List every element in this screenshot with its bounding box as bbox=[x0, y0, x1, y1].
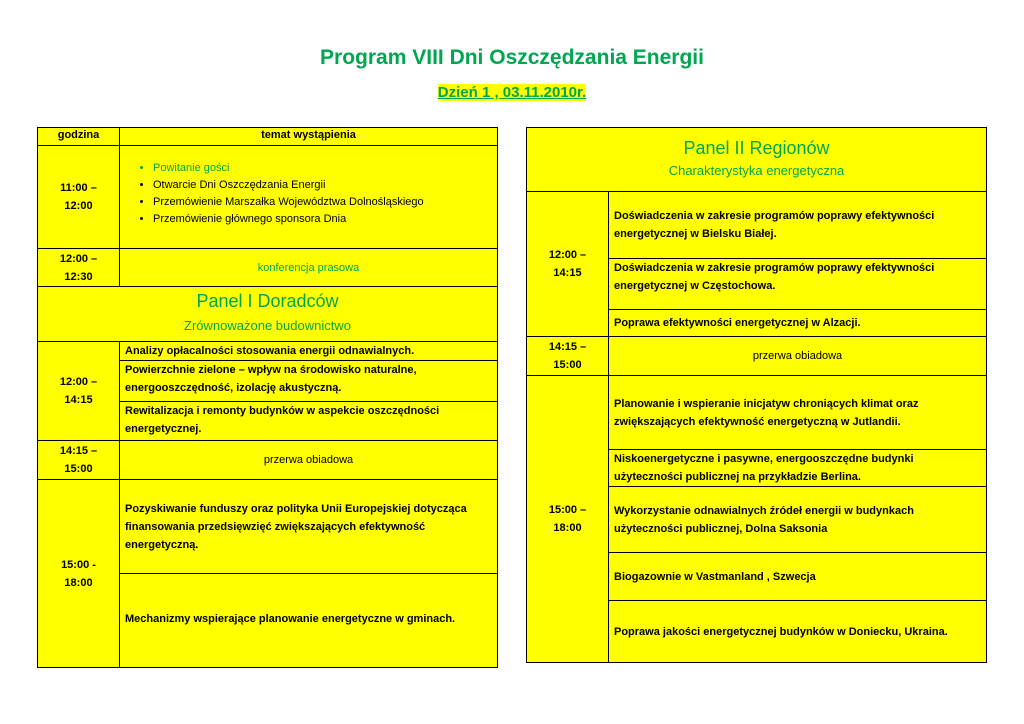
list-item: • Przemówienie Marszałka Województwa Dolnośląskiego bbox=[153, 194, 492, 211]
topic-cell: Poprawa efektywności energetycznej w Alzacji. bbox=[609, 310, 987, 337]
list-item: • Powitanie gości bbox=[153, 160, 492, 177]
panel-two-title: Panel II Regionów bbox=[683, 138, 830, 158]
topic-cell: Pozyskiwanie funduszy oraz polityka Unii Europejskiej dotycząca finansowania przedsięwzięć zwiększających efektywność energetyczną. bbox=[120, 480, 498, 574]
panel-two-header bbox=[527, 128, 987, 192]
page-subtitle bbox=[0, 84, 1024, 102]
topic-cell: Poprawa jakości energetycznej budynków w Doniecku, Ukraina. bbox=[609, 601, 987, 663]
press-conference: konferencja prasowa bbox=[120, 249, 498, 287]
panel-one-schedule-table bbox=[37, 127, 498, 668]
panel-one-title: Panel I Doradców bbox=[196, 291, 339, 311]
time-cell: 12:00 – 14:15 bbox=[527, 192, 609, 337]
topic-cell: Planowanie i wspieranie inicjatyw chroniących klimat oraz zwiększających efektywność energetyczną w Jutlandii. bbox=[609, 376, 987, 450]
lunch-break: przerwa obiadowa bbox=[120, 441, 498, 480]
topic-cell: Wykorzystanie odnawialnych źródeł energii w budynkach użyteczności publicznej, Dolna Saksonia bbox=[609, 487, 987, 553]
topic-cell: Doświadczenia w zakresie programów poprawy efektywności energetycznej w Częstochowa. bbox=[609, 259, 987, 310]
panel-one-subtitle: Zrównoważone budownictwo bbox=[184, 318, 351, 333]
time-cell: 14:15 – 15:00 bbox=[38, 441, 120, 480]
topic-cell: Doświadczenia w zakresie programów poprawy efektywności energetycznej w Bielsku Białej. bbox=[609, 192, 987, 259]
time-cell: 15:00 - 18:00 bbox=[38, 480, 120, 668]
panel-one-header bbox=[38, 287, 498, 342]
topic-cell: Biogazownie w Vastmanland , Szwecja bbox=[609, 553, 987, 601]
panel-two-subtitle: Charakterystyka energetyczna bbox=[668, 163, 845, 178]
lunch-break: przerwa obiadowa bbox=[609, 337, 987, 376]
topic-cell: Powierzchnie zielone – wpływ na środowisko naturalne, energooszczędność, izolację akustyczną. bbox=[120, 361, 498, 402]
time-cell: 12:00 – 12:30 bbox=[38, 249, 120, 287]
list-item: • Otwarcie Dni Oszczędzania Energii bbox=[153, 177, 492, 194]
time-cell: 11:00 – 12:00 bbox=[38, 146, 120, 249]
header-time: godzina bbox=[38, 128, 120, 146]
topic-cell: Analizy opłacalności stosowania energii odnawialnych. bbox=[120, 342, 498, 361]
opening-items bbox=[120, 146, 498, 249]
topic-cell: Mechanizmy wspierające planowanie energetyczne w gminach. bbox=[120, 574, 498, 668]
date-label: Dzień 1 , 03.11.2010r. bbox=[437, 84, 587, 101]
time-cell: 12:00 – 14:15 bbox=[38, 342, 120, 441]
panel-two-schedule-table bbox=[526, 127, 987, 663]
topic-cell: Niskoenergetyczne i pasywne, energooszczędne budynki użyteczności publicznej na przykładzie Berlina. bbox=[609, 450, 987, 487]
time-cell: 14:15 – 15:00 bbox=[527, 337, 609, 376]
topic-cell: Rewitalizacja i remonty budynków w aspekcie oszczędności energetycznej. bbox=[120, 402, 498, 441]
time-cell: 15:00 – 18:00 bbox=[527, 376, 609, 663]
page-title: Program VIII Dni Oszczędzania Energii bbox=[320, 46, 704, 69]
header-topic: temat wystąpienia bbox=[120, 128, 498, 146]
list-item: • Przemówienie głównego sponsora Dnia bbox=[153, 211, 492, 228]
